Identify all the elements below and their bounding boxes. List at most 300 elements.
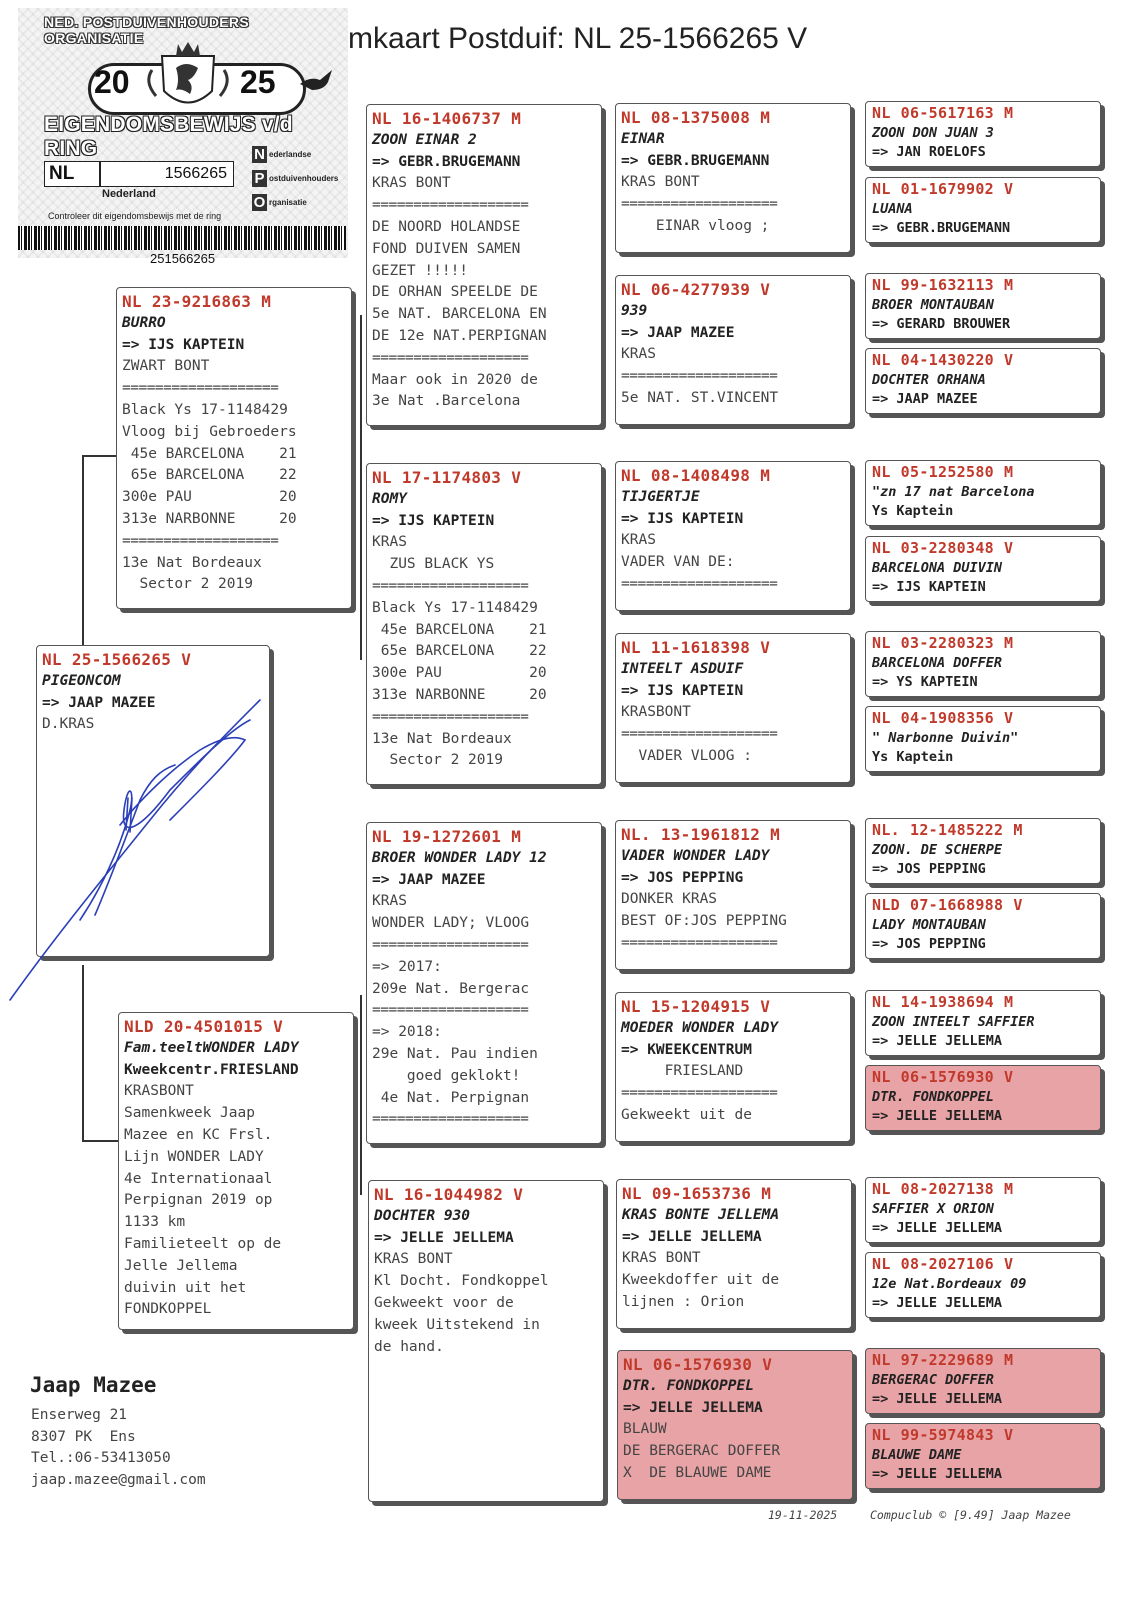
ring-code: 08-1375008 xyxy=(650,108,751,127)
pigeon-owner: => JELLE JELLEMA xyxy=(872,1391,1003,1407)
ring-code: 06-1576930 xyxy=(652,1355,753,1374)
info-line: FONDKOPPEL xyxy=(124,1301,212,1318)
separator-line: =================== xyxy=(621,934,778,951)
info-line: D.KRAS xyxy=(42,716,95,733)
ring-number xyxy=(872,821,1095,841)
info-line: KRAS BONT xyxy=(374,1251,453,1268)
ring-country: NL xyxy=(623,1355,643,1374)
pigeon-name: ZOON. DE SCHERPE xyxy=(872,841,1003,858)
pedigree-card-g5[interactable] xyxy=(865,460,1101,526)
info-line: Black Ys 17-1148429 xyxy=(372,599,538,616)
pigeon-name: BERGERAC DOFFER xyxy=(872,1371,994,1388)
info-line: => 2017: xyxy=(372,958,442,975)
ring-country: NL xyxy=(621,108,641,127)
info-line: GEZET !!!!! xyxy=(372,262,469,279)
pigeon-owner: => JOS PEPPING xyxy=(872,861,986,877)
ring-number xyxy=(621,637,845,659)
ring-number xyxy=(872,1180,1095,1200)
ring-number xyxy=(872,1426,1095,1446)
ring-number xyxy=(621,279,845,301)
pigeon-name: INTEELT ASDUIF xyxy=(621,660,744,677)
certificate-country: Nederland xyxy=(102,188,156,200)
npo-line-2: ostduivenhouders xyxy=(269,174,339,183)
ring-code: 13-1961812 xyxy=(660,825,761,844)
info-line: ZUS BLACK YS xyxy=(372,556,495,573)
ring-country: NL xyxy=(122,292,142,311)
npo-line-3: rganisatie xyxy=(269,198,307,207)
pedigree-card-dam-sire[interactable] xyxy=(366,822,602,1144)
ring-number xyxy=(872,896,1095,916)
certificate-country-code: NL xyxy=(49,163,75,184)
pigeon-name: " Narbonne Duivin" xyxy=(872,729,1019,746)
connector-line xyxy=(82,455,84,645)
npo-logo-text xyxy=(252,143,338,215)
pedigree-card-dss[interactable] xyxy=(615,820,851,970)
ring-sex: M xyxy=(511,109,522,128)
ring-sex: V xyxy=(760,997,771,1016)
pigeon-name: DOCHTER 930 xyxy=(374,1207,471,1224)
owner-city: 8307 PK Ens xyxy=(31,1428,136,1445)
pedigree-card-sire[interactable] xyxy=(116,287,352,609)
pigeon-owner: => JAN ROELOFS xyxy=(872,144,986,160)
ring-number xyxy=(872,463,1095,483)
info-line: 4e Nat. Perpignan xyxy=(372,1089,530,1106)
ring-sex: V xyxy=(1003,351,1014,369)
owner-address: Enserweg 21 xyxy=(31,1407,128,1423)
info-line: KRASBONT xyxy=(621,704,691,721)
info-line: BEST OF:JOS PEPPING xyxy=(621,913,787,930)
ring-code: 19-1272601 xyxy=(401,827,502,846)
owner-phone: Tel.:06-53413050 xyxy=(31,1450,171,1466)
pedigree-card-g7[interactable] xyxy=(865,631,1101,697)
ring-number xyxy=(872,1255,1095,1275)
ring-country: NL xyxy=(872,1426,891,1444)
info-line: Vloog bij Gebroeders xyxy=(122,423,297,440)
ring-country: NL xyxy=(621,466,641,485)
ring-code: 04-1908356 xyxy=(900,709,994,727)
info-line: EINAR vloog ; xyxy=(621,217,770,234)
pigeon-owner: => JELLE JELLEMA xyxy=(872,1108,1003,1124)
pigeon-name: "zn 17 nat Barcelona xyxy=(872,483,1035,500)
ring-number xyxy=(623,1354,847,1376)
ring-sex: V xyxy=(273,1017,284,1036)
info-line: DE NOORD HOLANDSE xyxy=(372,218,521,235)
pigeon-name: PIGEONCOM xyxy=(42,672,121,689)
info-line: 4e Internationaal xyxy=(124,1170,273,1187)
dove-icon xyxy=(298,66,338,96)
pedigree-card-g11[interactable] xyxy=(865,990,1101,1056)
ring-country: NL. xyxy=(621,825,651,844)
pigeon-name: MOEDER WONDER LADY xyxy=(621,1019,779,1036)
pigeon-owner: => JAAP MAZEE xyxy=(42,694,156,711)
pedigree-card-dam[interactable] xyxy=(118,1012,354,1330)
info-line: KRAS xyxy=(372,534,407,551)
ring-country: NL xyxy=(872,276,891,294)
info-line: DE BERGERAC DOFFER xyxy=(623,1443,781,1460)
pigeon-name: DTR. FONDKOPPEL xyxy=(872,1088,994,1105)
certificate-ring-number: 1566265 xyxy=(164,165,227,182)
page-title: mkaart Postduif: NL 25-1566265 V xyxy=(348,22,808,55)
ring-code: 08-2027138 xyxy=(900,1180,994,1198)
ring-code: 03-2280348 xyxy=(900,539,994,557)
pedigree-card-g1[interactable] xyxy=(865,101,1101,167)
pigeon-name: ROMY xyxy=(372,490,407,507)
ring-country: NL xyxy=(374,1185,394,1204)
owner-name: Jaap Mazee xyxy=(30,1373,157,1397)
info-line: 300e PAU 20 xyxy=(122,489,297,506)
pedigree-card-dds[interactable] xyxy=(616,1179,852,1329)
ring-sex: M xyxy=(511,827,522,846)
footer-date: 19-11-2025 xyxy=(768,1508,838,1522)
pigeon-owner: => GEBR.BRUGEMANN xyxy=(872,220,1011,236)
ownership-certificate xyxy=(18,8,348,258)
ring-country: NL. xyxy=(872,821,900,839)
ring-code: 08-2027106 xyxy=(900,1255,994,1273)
pigeon-owner: => JELLE JELLEMA xyxy=(872,1033,1003,1049)
pigeon-owner: Ys Kaptein xyxy=(872,503,954,519)
pigeon-name: Fam.teeltWONDER LADY xyxy=(124,1039,299,1056)
pigeon-owner: Kweekcentr.FRIESLAND xyxy=(124,1061,299,1078)
owner-address-block xyxy=(31,1405,206,1491)
pigeon-name: BROER MONTAUBAN xyxy=(872,296,994,313)
pigeon-owner: => JELLE JELLEMA xyxy=(374,1229,514,1246)
pedigree-card-ssd[interactable] xyxy=(615,275,851,425)
ring-code: 14-1938694 xyxy=(900,993,994,1011)
ring-country: NL xyxy=(872,1068,891,1086)
ring-code: 11-1618398 xyxy=(650,638,751,657)
separator-line: =================== xyxy=(372,577,529,594)
info-line: Gekweekt uit de xyxy=(621,1106,752,1123)
pigeon-owner: => JELLE JELLEMA xyxy=(622,1228,762,1245)
pigeon-name: BARCELONA DOFFER xyxy=(872,654,1003,671)
pigeon-name: BLAUWE DAME xyxy=(872,1446,962,1463)
info-line: KRAS xyxy=(372,893,407,910)
certificate-ring-box xyxy=(44,161,234,187)
ring-country: NL xyxy=(621,638,641,657)
pedigree-card-ddd[interactable] xyxy=(617,1350,853,1500)
ring-sex: M xyxy=(770,825,781,844)
ring-sex: M xyxy=(1003,1180,1014,1198)
info-line: duivin uit het xyxy=(124,1279,247,1296)
ring-number xyxy=(42,649,264,671)
info-line: X DE BLAUWE DAME xyxy=(623,1464,772,1481)
ring-number xyxy=(872,276,1095,296)
separator-line: =================== xyxy=(122,532,279,549)
ring-country: NL xyxy=(621,280,641,299)
pedigree-card-sdd[interactable] xyxy=(615,633,851,783)
pedigree-card-g12[interactable] xyxy=(865,1065,1101,1131)
separator-line: =================== xyxy=(621,575,778,592)
pigeon-name: DTR. FONDKOPPEL xyxy=(623,1377,754,1394)
pigeon-owner: Ys Kaptein xyxy=(872,749,954,765)
info-line: 5e NAT. BARCELONA EN xyxy=(372,306,547,323)
connector-line xyxy=(82,1140,120,1142)
pigeon-name: DOCHTER ORHANA xyxy=(872,371,986,388)
info-line: 13e Nat Bordeaux xyxy=(372,730,512,747)
ring-number xyxy=(872,1351,1095,1371)
ring-sex: M xyxy=(1003,993,1014,1011)
ring-code: 16-1044982 xyxy=(403,1185,504,1204)
ring-number xyxy=(372,467,596,489)
info-line: FRIESLAND xyxy=(621,1063,744,1080)
barcode-number: 251566265 xyxy=(150,251,216,266)
info-line: 5e NAT. ST.VINCENT xyxy=(621,389,779,406)
info-line: 209e Nat. Bergerac xyxy=(372,980,530,997)
footer-credit: Compuclub © [9.49] Jaap Mazee xyxy=(870,1508,1071,1522)
ring-country: NL xyxy=(872,634,891,652)
pigeon-name: BURRO xyxy=(122,314,166,331)
ring-country: NL xyxy=(372,827,392,846)
info-line: 45e BARCELONA 21 xyxy=(372,621,547,638)
separator-line: =================== xyxy=(372,1002,529,1019)
ring-sex: M xyxy=(1003,634,1014,652)
pigeon-name: 939 xyxy=(621,302,648,319)
info-line: KRAS xyxy=(621,532,656,549)
ring-sex: V xyxy=(1013,896,1023,914)
pedigree-card-g10[interactable] xyxy=(865,893,1101,959)
ring-sex: V xyxy=(762,1355,773,1374)
ring-sex: V xyxy=(511,468,522,487)
ring-sex: V xyxy=(1003,180,1014,198)
certificate-ring-separator xyxy=(99,162,101,186)
ring-country: NL xyxy=(872,463,891,481)
pigeon-name: TIJGERTJE xyxy=(621,488,700,505)
ring-code: 99-5974843 xyxy=(900,1426,994,1444)
info-line: de hand. xyxy=(374,1338,444,1355)
npo-letter-n: N xyxy=(252,146,267,163)
separator-line: =================== xyxy=(621,1085,778,1102)
crest-icon xyxy=(142,36,234,120)
separator-line: =================== xyxy=(372,1111,529,1128)
info-line: Samenkweek Jaap xyxy=(124,1105,255,1122)
ring-code: 97-2229689 xyxy=(900,1351,994,1369)
pedigree-card-g6[interactable] xyxy=(865,536,1101,602)
ring-sex: V xyxy=(1003,1255,1014,1273)
info-line: Mazee en KC Frsl. xyxy=(124,1126,273,1143)
ring-sex: M xyxy=(1003,463,1014,481)
pedigree-card-dam-dam[interactable] xyxy=(368,1180,604,1502)
ring-number xyxy=(621,824,845,846)
connector-line xyxy=(82,455,120,457)
npo-line-1: ederlandse xyxy=(269,150,312,159)
certificate-org: NED. POSTDUIVENHOUDERS ORGANISATIE xyxy=(44,14,249,46)
info-line: 65e BARCELONA 22 xyxy=(122,467,297,484)
pedigree-card-g13[interactable] xyxy=(865,1177,1101,1243)
info-line: DE 12e NAT.PERPIGNAN xyxy=(372,327,547,344)
pigeon-owner: => JELLE JELLEMA xyxy=(872,1295,1003,1311)
info-line: 45e BARCELONA 21 xyxy=(122,445,297,462)
ring-country: NL xyxy=(42,650,62,669)
ring-sex: M xyxy=(1003,276,1014,294)
certificate-year-left: 20 xyxy=(94,64,130,100)
info-line: Sector 2 2019 xyxy=(372,752,503,769)
info-line: => 2018: xyxy=(372,1024,442,1041)
pigeon-owner: => KWEEKCENTRUM xyxy=(621,1041,752,1058)
pigeon-owner: => JAAP MAZEE xyxy=(372,871,486,888)
info-line: WONDER LADY; VLOOG xyxy=(372,915,530,932)
separator-line: =================== xyxy=(372,708,529,725)
pigeon-name: 12e Nat.Bordeaux 09 xyxy=(872,1275,1027,1292)
ring-code: 12-1485222 xyxy=(910,821,1004,839)
pedigree-card-g9[interactable] xyxy=(865,818,1101,884)
info-line: KRASBONT xyxy=(124,1083,194,1100)
info-line: KRAS BONT xyxy=(622,1250,701,1267)
pigeon-name: LUANA xyxy=(872,200,913,217)
ring-code: 06-5617163 xyxy=(900,104,994,122)
pedigree-card-sire-dam[interactable] xyxy=(366,463,602,785)
ring-number xyxy=(872,993,1095,1013)
pigeon-owner: => IJS KAPTEIN xyxy=(621,510,744,527)
pigeon-name: ZOON INTEELT SAFFIER xyxy=(872,1013,1035,1030)
ring-sex: M xyxy=(1003,104,1014,122)
pedigree-card-g2[interactable] xyxy=(865,177,1101,243)
certificate-control-text: Controleer dit eigendomsbewijs met de ring xyxy=(48,211,222,221)
pigeon-name: ZOON EINAR 2 xyxy=(372,131,477,148)
info-line: 313e NARBONNE 20 xyxy=(372,686,547,703)
info-line: KRAS BONT xyxy=(621,174,700,191)
ring-country: NL xyxy=(872,709,891,727)
pedigree-card-g15[interactable] xyxy=(865,1348,1101,1414)
ring-code: 05-1252580 xyxy=(900,463,994,481)
barcode xyxy=(18,226,346,250)
ring-code: 04-1430220 xyxy=(900,351,994,369)
pigeon-owner: => GEBR.BRUGEMANN xyxy=(621,152,770,169)
certificate-year-right: 25 xyxy=(240,64,276,100)
ring-number xyxy=(872,539,1095,559)
ring-number xyxy=(872,104,1095,124)
pedigree-card-sire-sire[interactable] xyxy=(366,104,602,426)
ring-sex: M xyxy=(1013,821,1023,839)
ring-country: NL xyxy=(872,993,891,1011)
info-line: 313e NARBONNE 20 xyxy=(122,510,297,527)
ring-sex: M xyxy=(761,1184,772,1203)
pedigree-card-g16[interactable] xyxy=(865,1423,1101,1489)
pedigree-card-dsd[interactable] xyxy=(615,992,851,1142)
info-line: 3e Nat .Barcelona xyxy=(372,393,521,410)
info-line: 13e Nat Bordeaux xyxy=(122,554,262,571)
pigeon-owner: => JELLE JELLEMA xyxy=(872,1220,1003,1236)
separator-line: =================== xyxy=(372,349,529,366)
pedigree-card-sds[interactable] xyxy=(615,461,851,611)
pigeon-name: BROER WONDER LADY 12 xyxy=(372,849,547,866)
ring-sex: V xyxy=(1003,1068,1014,1086)
info-line: Black Ys 17-1148429 xyxy=(122,401,288,418)
ring-number xyxy=(621,107,845,129)
pigeon-owner: => YS KAPTEIN xyxy=(872,674,978,690)
ring-number xyxy=(122,291,346,313)
ring-code: 25-1566265 xyxy=(71,650,172,669)
ring-number xyxy=(872,351,1095,371)
ring-code: 16-1406737 xyxy=(401,109,502,128)
separator-line: =================== xyxy=(621,368,778,385)
ring-code: 20-4501015 xyxy=(163,1017,264,1036)
pedigree-card-g8[interactable] xyxy=(865,706,1101,772)
ring-number xyxy=(124,1016,348,1038)
ring-code: 09-1653736 xyxy=(651,1184,752,1203)
ring-code: 15-1204915 xyxy=(650,997,751,1016)
pigeon-name: ZOON DON JUAN 3 xyxy=(872,124,994,141)
info-line: 1133 km xyxy=(124,1214,186,1231)
info-line: kweek Uitstekend in xyxy=(374,1316,540,1333)
ring-sex: M xyxy=(261,292,272,311)
info-line: VADER VLOOG : xyxy=(621,747,752,764)
pigeon-name: BARCELONA DUIVIN xyxy=(872,559,1003,576)
info-line: Perpignan 2019 op xyxy=(124,1192,273,1209)
pigeon-owner: => IJS KAPTEIN xyxy=(621,682,744,699)
pigeon-name: EINAR xyxy=(621,130,665,147)
info-line: Lijn WONDER LADY xyxy=(124,1148,264,1165)
ring-country: NL xyxy=(872,1351,891,1369)
ring-code: 07-1668988 xyxy=(910,896,1004,914)
npo-letter-p: P xyxy=(252,170,267,187)
separator-line: =================== xyxy=(372,936,529,953)
pigeon-name: SAFFIER X ORION xyxy=(872,1200,994,1217)
ring-country: NL xyxy=(872,539,891,557)
pigeon-owner: => JOS PEPPING xyxy=(621,869,744,886)
info-line: FOND DUIVEN SAMEN xyxy=(372,240,521,257)
pigeon-owner: => JELLE JELLEMA xyxy=(872,1466,1003,1482)
npo-letter-o: O xyxy=(253,194,266,212)
pigeon-owner: => IJS KAPTEIN xyxy=(372,512,495,529)
ring-code: 01-1679902 xyxy=(900,180,994,198)
pigeon-owner: => JAAP MAZEE xyxy=(621,324,735,341)
ring-country: NL xyxy=(872,1180,891,1198)
info-line: lijnen : Orion xyxy=(622,1293,745,1310)
separator-line: =================== xyxy=(621,726,778,743)
pedigree-card-g4[interactable] xyxy=(865,348,1101,414)
pedigree-card-g14[interactable] xyxy=(865,1252,1101,1318)
ring-sex: M xyxy=(1003,1351,1014,1369)
ring-number xyxy=(872,709,1095,729)
ring-country: NL xyxy=(872,1255,891,1273)
info-line: Jelle Jellema xyxy=(124,1257,238,1274)
info-line: Familieteelt op de xyxy=(124,1235,282,1252)
info-line: goed geklokt! xyxy=(372,1067,521,1084)
ring-number xyxy=(621,996,845,1018)
ring-code: 06-1576930 xyxy=(900,1068,994,1086)
pedigree-card-g3[interactable] xyxy=(865,273,1101,339)
ring-country: NLD xyxy=(124,1017,154,1036)
pedigree-card-sss[interactable] xyxy=(615,103,851,253)
pigeon-owner: => JOS PEPPING xyxy=(872,936,986,952)
ring-number xyxy=(372,826,596,848)
ring-number xyxy=(622,1183,846,1205)
info-line: 65e BARCELONA 22 xyxy=(372,643,547,660)
info-line: 29e Nat. Pau indien xyxy=(372,1045,538,1062)
info-line: KRAS BONT xyxy=(372,175,451,192)
ring-code: 08-1408498 xyxy=(650,466,751,485)
owner-email[interactable]: jaap.mazee@gmail.com xyxy=(31,1471,206,1488)
info-line: BLAUW xyxy=(623,1421,667,1438)
ring-country: NL xyxy=(872,104,891,122)
ring-number xyxy=(872,180,1095,200)
ring-code: 06-4277939 xyxy=(650,280,751,299)
ring-code: 99-1632113 xyxy=(900,276,994,294)
separator-line: =================== xyxy=(621,196,778,213)
ring-number xyxy=(872,1068,1095,1088)
connector-line xyxy=(360,315,362,660)
info-line: Kl Docht. Fondkoppel xyxy=(374,1273,549,1290)
info-line: Gekweekt voor de xyxy=(374,1294,514,1311)
info-line: VADER VAN DE: xyxy=(621,554,735,571)
ring-country: NL xyxy=(872,351,891,369)
info-line: ZWART BONT xyxy=(122,358,210,375)
pigeon-name: KRAS BONTE JELLEMA xyxy=(622,1206,780,1223)
ring-country: NL xyxy=(622,1184,642,1203)
pigeon-owner: => IJS KAPTEIN xyxy=(122,336,245,353)
pigeon-owner: => GERARD BROUWER xyxy=(872,316,1011,332)
ring-number xyxy=(374,1184,598,1206)
